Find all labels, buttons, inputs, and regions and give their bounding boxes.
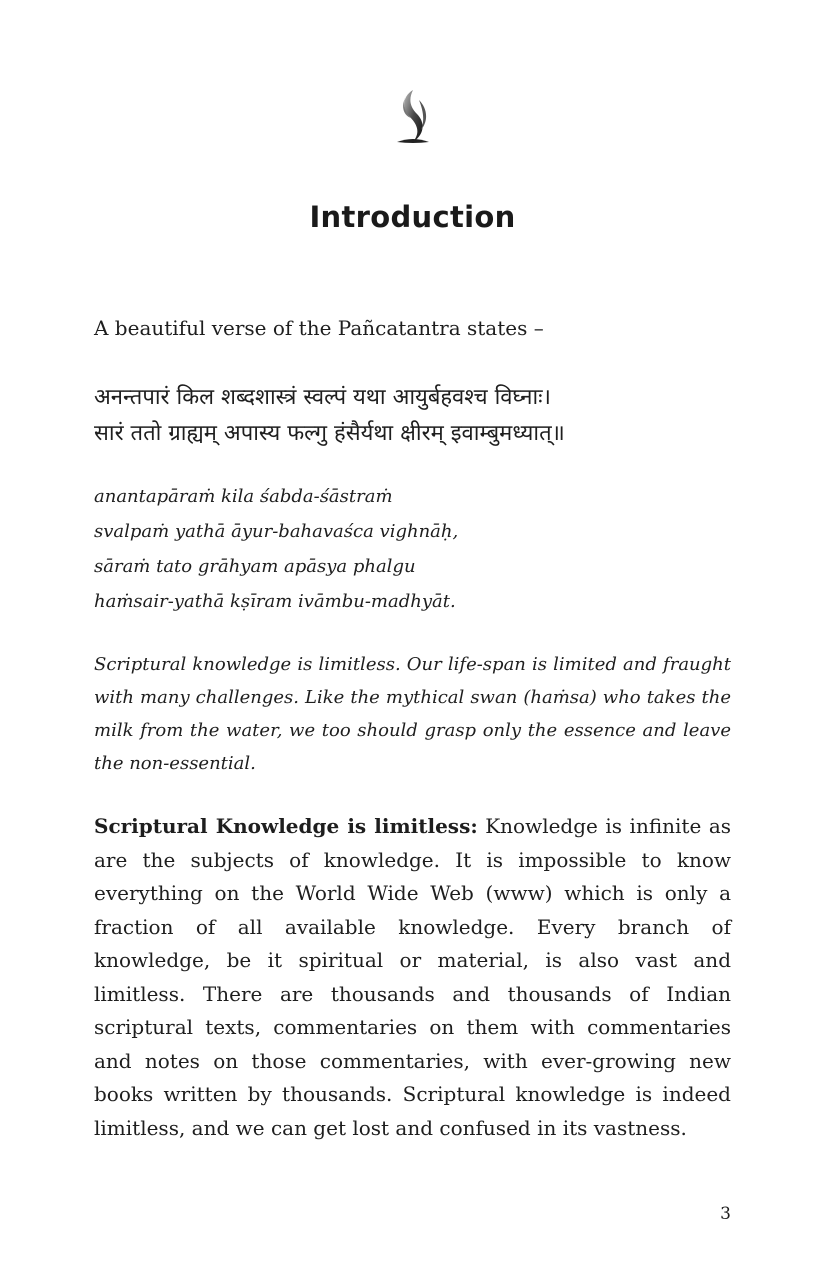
intro-line: A beautiful verse of the Pañcatantra states –: [94, 316, 544, 340]
sanskrit-line: सारं ततो ग्राह्यम् अपास्य फल्गु हंसैर्यथा क्षीरम् इवाम्बुमध्यात्॥: [94, 421, 565, 446]
transliteration-line: sāraṁ tato grāhyam apāsya phalgu: [94, 556, 416, 577]
paragraph-text: Knowledge is infinite as are the subjects of knowledge. It is impossible to know everything on the World Wide Web (www) which is only a fraction of all available knowledge. Every branch of knowledge, be it spiritual or material, is also vast and limitless. There are thousands and thousands of Indian scriptural texts, commentaries on them with commentaries and notes on those commentaries, with ever-growing new books written by thousands. Scriptural knowledge is indeed limitless, and we can get lost and confused in its vastness.: [94, 814, 732, 1140]
page-number: 3: [720, 1204, 731, 1224]
transliteration-line: haṁsair-yathā kṣīram ivāmbu-madhyāt.: [94, 591, 456, 612]
paragraph-heading: Scriptural Knowledge is limitless:: [94, 814, 478, 838]
body-paragraph: [94, 810, 731, 1145]
transliteration-line: anantapāraṁ kila śabda-śāstraṁ: [94, 486, 393, 507]
swan-flourish-icon: [391, 86, 435, 146]
transliteration: [94, 479, 731, 619]
transliteration-line: svalpaṁ yathā āyur-bahavaśca vighnāḥ,: [94, 521, 459, 542]
page-title: Introduction: [309, 200, 516, 234]
sanskrit-line: अनन्तपारं किल शब्दशास्त्रं स्वल्पं यथा आयुर्बहवश्च विघ्नाः।: [94, 385, 551, 410]
sanskrit-verse: [94, 380, 731, 452]
verse-translation: Scriptural knowledge is limitless. Our life-span is limited and fraught with many challenges. Like the mythical swan (haṁsa) who takes the milk from the water, we too should grasp only the essence and leave the non-essential.: [94, 654, 731, 774]
